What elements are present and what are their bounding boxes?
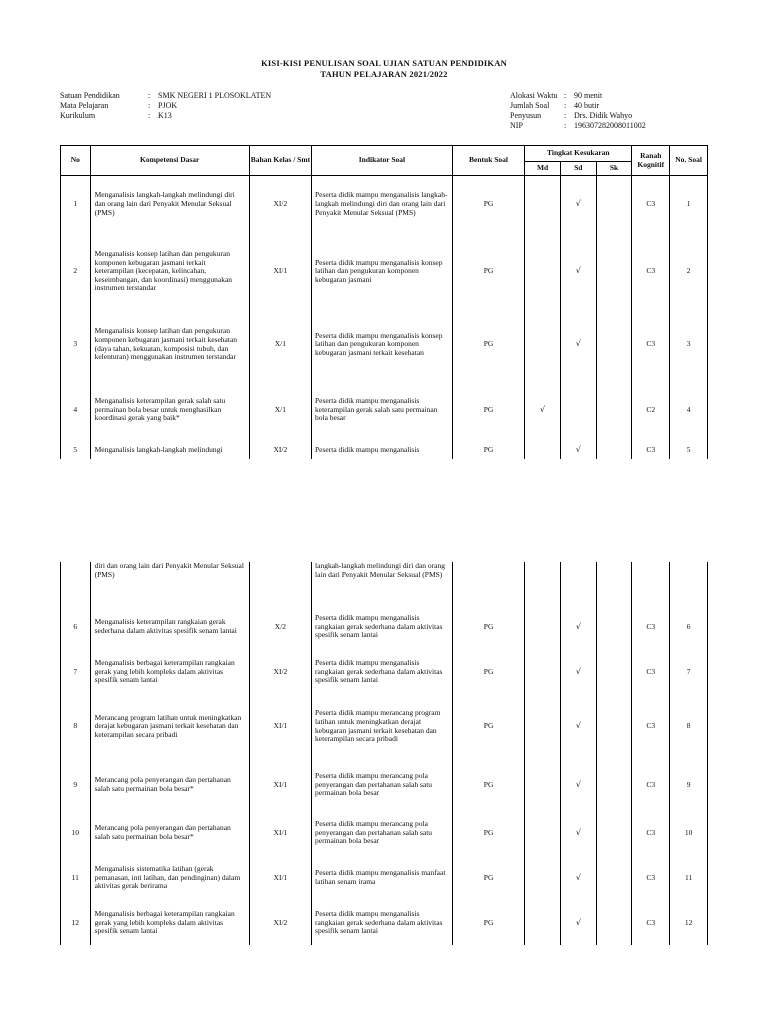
cell-no: 8 — [61, 694, 91, 759]
cell-no: 12 — [61, 901, 91, 945]
cell-no: 4 — [61, 379, 91, 442]
table-row — [61, 855, 708, 901]
cell-sk — [596, 176, 632, 233]
cell-sd: √ — [560, 442, 596, 459]
cell-ranah: C3 — [632, 759, 670, 811]
meta-row — [60, 111, 271, 121]
cell-kompetensi-dasar: Merancang pola penyerangan dan pertahanan salah satu permainan bola besar* — [90, 811, 249, 855]
cell-no: 2 — [61, 233, 91, 311]
cell-bentuk: PG — [452, 233, 524, 311]
meta-value: SMK NEGERI 1 PLOSOKLATEN — [158, 91, 272, 100]
cell-md — [525, 759, 561, 811]
table-row — [61, 901, 708, 945]
cell-bentuk: PG — [452, 379, 524, 442]
cell-no: 3 — [61, 311, 91, 379]
cell-sd: √ — [560, 233, 596, 311]
cell-no — [61, 562, 91, 604]
cell-bentuk: PG — [452, 311, 524, 379]
document-subtitle: TAHUN PELAJARAN 2021/2022 — [320, 69, 448, 79]
cell-md — [525, 442, 561, 459]
meta-label: Mata Pelajaran — [60, 101, 109, 110]
cell-sk — [596, 811, 632, 855]
cell-sk — [596, 233, 632, 311]
cell-sk — [596, 311, 632, 379]
cell-indikator: Peserta didik mampu menganalisis manfaat latihan senam irama — [312, 855, 453, 901]
cell-sk — [596, 379, 632, 442]
cell-sd: √ — [561, 901, 597, 945]
meta-value: Drs. Didik Wahyo — [574, 111, 633, 120]
cell-kompetensi-dasar: Merancang program latihan untuk meningkatkan derajat kebugaran jasmani terkait kesehatan dan keterampilan secara pribadi — [90, 694, 249, 759]
header-indikator-soal: Indikator Soal — [312, 146, 453, 176]
cell-ranah: C3 — [632, 855, 670, 901]
cell-kelas: XI/2 — [249, 442, 311, 459]
cell-kelas: X/1 — [249, 311, 311, 379]
cell-ranah: C3 — [632, 176, 670, 233]
cell-no: 1 — [61, 176, 91, 233]
cell-md — [525, 233, 561, 311]
meta-row — [510, 91, 646, 101]
cell-ranah: C3 — [632, 650, 670, 694]
cell-md — [525, 650, 561, 694]
kisi-kisi-table-page-2 — [60, 562, 708, 945]
cell-sk — [596, 650, 632, 694]
cell-bentuk: PG — [452, 442, 524, 459]
cell-kelas: XI/1 — [249, 759, 311, 811]
cell-kompetensi-dasar: Menganalisis sistematika latihan (gerak pemanasan, inti latihan, dan pendinginan) dalam aktivitas gerak berirama — [90, 855, 249, 901]
cell-bentuk: PG — [452, 759, 524, 811]
cell-md — [525, 694, 561, 759]
cell-indikator: Peserta didik mampu merancang pola penyerangan dan pertahanan salah satu permainan bola besar — [312, 811, 453, 855]
cell-no-soal: 6 — [670, 604, 708, 650]
meta-separator: : — [564, 101, 567, 110]
meta-right — [510, 91, 646, 131]
cell-kelas: XI/1 — [249, 811, 311, 855]
header-no: No — [61, 146, 91, 176]
cell-bentuk: PG — [452, 176, 524, 233]
cell-indikator: Peserta didik mampu menganalisis rangkaian gerak sederhana dalam aktivitas spesifik senam lantai — [312, 901, 453, 945]
cell-no: 9 — [61, 759, 91, 811]
cell-sk — [596, 901, 632, 945]
cell-indikator: Peserta didik mampu menganalisis rangkaian gerak sederhana dalam aktivitas spesifik senam lantai — [312, 650, 453, 694]
cell-kompetensi-dasar: Menganalisis berbagai keterampilan rangkaian gerak yang lebih kompleks dalam aktivitas spesifik senam lantai — [90, 901, 249, 945]
cell-bentuk: PG — [452, 650, 524, 694]
cell-sd: √ — [561, 604, 597, 650]
meta-separator: : — [148, 111, 151, 120]
header-sd: Sd — [560, 162, 596, 176]
meta-value: 40 butir — [574, 101, 600, 110]
cell-no-soal: 2 — [670, 233, 708, 311]
cell-bentuk: PG — [452, 811, 524, 855]
table-row — [61, 650, 708, 694]
meta-label: Kurikulum — [60, 111, 96, 120]
cell-md — [525, 855, 561, 901]
cell-indikator: Peserta didik mampu menganalisis — [312, 442, 453, 459]
cell-kompetensi-dasar: Menganalisis konsep latihan dan pengukuran komponen kebugaran jasmani terkait keterampilan (kecepatan, kelincahan, keseimbangan, dan koordinasi) menggunakan instrumen terstandar — [90, 233, 249, 311]
meta-label: NIP — [510, 121, 523, 130]
cell-no-soal: 11 — [670, 855, 708, 901]
cell-no-soal: 7 — [670, 650, 708, 694]
cell-bentuk: PG — [452, 855, 524, 901]
meta-label: Jumlah Soal — [510, 101, 550, 110]
cell-kelas: X/2 — [249, 604, 311, 650]
cell-kelas: XI/1 — [249, 855, 311, 901]
header-kelas-smt: Bahan Kelas / Smt — [249, 146, 311, 176]
meta-row — [510, 121, 646, 131]
meta-row — [510, 111, 646, 121]
table-row-continuation — [61, 562, 708, 604]
cell-bentuk: PG — [452, 604, 524, 650]
meta-row — [60, 101, 271, 111]
cell-sk — [596, 604, 632, 650]
cell-md — [525, 604, 561, 650]
cell-kompetensi-dasar: Menganalisis keterampilan gerak salah satu permainan bola besar untuk menghasilkan koordinasi gerak yang baik* — [90, 379, 249, 442]
cell-no: 10 — [61, 811, 91, 855]
meta-separator: : — [148, 101, 151, 110]
cell-bentuk: PG — [452, 901, 524, 945]
cell-no: 6 — [61, 604, 91, 650]
meta-value: 90 menit — [574, 91, 603, 100]
header-md: Md — [525, 162, 561, 176]
cell-kompetensi-dasar: Menganalisis langkah-langkah melindungi — [90, 442, 249, 459]
document-title: KISI-KISI PENULISAN SOAL UJIAN SATUAN PENDIDIKAN — [261, 58, 507, 68]
cell-md — [525, 562, 561, 604]
meta-row — [60, 91, 271, 101]
cell-indikator: Peserta didik mampu menganalisis konsep latihan dan pengukuran komponen kebugaran jasmani — [312, 233, 453, 311]
table-row — [61, 311, 708, 379]
table-row — [61, 811, 708, 855]
cell-ranah: C3 — [632, 233, 670, 311]
table-row — [61, 442, 708, 459]
cell-kelas — [249, 562, 311, 604]
header-kompetensi-dasar: Kompetensi Dasar — [90, 146, 249, 176]
cell-indikator: langkah-langkah melindungi diri dan orang lain dari Penyakit Menular Seksual (PMS) — [312, 562, 453, 604]
table-row — [61, 379, 708, 442]
cell-indikator: Peserta didik mampu merancang pola penyerangan dan pertahanan salah satu permainan bola besar — [312, 759, 453, 811]
kisi-kisi-table-page-1 — [60, 145, 708, 459]
cell-no: 7 — [61, 650, 91, 694]
cell-no-soal: 8 — [670, 694, 708, 759]
cell-no-soal: 4 — [670, 379, 708, 442]
cell-sd: √ — [561, 650, 597, 694]
cell-no-soal — [670, 562, 708, 604]
cell-sk — [596, 694, 632, 759]
cell-ranah: C2 — [632, 379, 670, 442]
cell-no-soal: 5 — [670, 442, 708, 459]
cell-kompetensi-dasar: Menganalisis berbagai keterampilan rangkaian gerak yang lebih kompleks dalam aktivitas spesifik senam lantai — [90, 650, 249, 694]
cell-sd — [561, 562, 597, 604]
cell-sd — [560, 379, 596, 442]
table-row — [61, 176, 708, 233]
cell-ranah: C3 — [632, 901, 670, 945]
meta-value: PJOK — [158, 101, 178, 110]
table-row — [61, 604, 708, 650]
cell-indikator: Peserta didik mampu merancang program latihan untuk meningkatkan derajat kebugaran jasmani terkait kesehatan dan keterampilan secara pribadi — [312, 694, 453, 759]
cell-ranah: C3 — [632, 694, 670, 759]
meta-label: Alokasi Waktu — [510, 91, 558, 100]
cell-kelas: XI/1 — [249, 233, 311, 311]
cell-sk — [596, 562, 632, 604]
meta-row — [510, 101, 646, 111]
cell-ranah: C3 — [632, 604, 670, 650]
header-bentuk-soal: Bentuk Soal — [452, 146, 524, 176]
cell-kompetensi-dasar: Merancang pola penyerangan dan pertahanan salah satu permainan bola besar* — [90, 759, 249, 811]
cell-indikator: Peserta didik mampu menganalisis rangkaian gerak sederhana dalam aktivitas spesifik senam lantai — [312, 604, 453, 650]
cell-kompetensi-dasar: Menganalisis keterampilan rangkaian gerak sederhana dalam aktivitas spesifik senam lantai — [90, 604, 249, 650]
cell-bentuk: PG — [452, 694, 524, 759]
table-row — [61, 233, 708, 311]
cell-ranah: C3 — [632, 311, 670, 379]
meta-value: K13 — [158, 111, 172, 120]
meta-separator: : — [564, 111, 567, 120]
cell-kelas: XI/2 — [249, 650, 311, 694]
cell-md — [525, 811, 561, 855]
cell-no-soal: 1 — [670, 176, 708, 233]
cell-sd: √ — [561, 694, 597, 759]
cell-ranah: C3 — [632, 442, 670, 459]
cell-sd: √ — [561, 855, 597, 901]
cell-no-soal: 9 — [670, 759, 708, 811]
cell-kelas: XI/1 — [249, 694, 311, 759]
cell-kelas: XI/2 — [249, 901, 311, 945]
cell-no: 5 — [61, 442, 91, 459]
cell-ranah: C3 — [632, 811, 670, 855]
cell-kompetensi-dasar: Menganalisis langkah-langkah melindungi diri dan orang lain dari Penyakit Menular Seksual (PMS) — [90, 176, 249, 233]
header-tingkat-kesukaran: Tingkat Kesukaran — [525, 146, 632, 162]
meta-value: 196307282008011002 — [574, 121, 646, 130]
cell-no-soal: 12 — [670, 901, 708, 945]
table-row — [61, 759, 708, 811]
cell-md — [525, 176, 561, 233]
cell-indikator: Peserta didik mampu menganalisis langkah-langkah melindungi diri dan orang lain dari Penyakit Menular Seksual (PMS) — [312, 176, 453, 233]
cell-sd: √ — [560, 311, 596, 379]
meta-separator: : — [564, 91, 567, 100]
cell-indikator: Peserta didik mampu menganalisis konsep latihan dan pengukuran komponen kebugaran jasmani terkait kesehatan — [312, 311, 453, 379]
meta-label: Satuan Pendidikan — [60, 91, 120, 100]
meta-label: Penyusun — [510, 111, 542, 120]
cell-md — [525, 901, 561, 945]
header-ranah-kognitif: Ranah Kognitif — [632, 146, 670, 176]
cell-indikator: Peserta didik mampu menganalisis keterampilan gerak salah satu permainan bola besar — [312, 379, 453, 442]
cell-no-soal: 3 — [670, 311, 708, 379]
cell-no: 11 — [61, 855, 91, 901]
meta-separator: : — [148, 91, 151, 100]
cell-sk — [596, 855, 632, 901]
table-row — [61, 694, 708, 759]
cell-no-soal: 10 — [670, 811, 708, 855]
cell-sd: √ — [560, 176, 596, 233]
cell-kompetensi-dasar: Menganalisis konsep latihan dan pengukuran komponen kebugaran jasmani terkait kesehatan (daya tahan, kekuatan, komposisi tubuh, dan kelenturan) menggunakan instrumen terstandar — [90, 311, 249, 379]
cell-sd: √ — [561, 811, 597, 855]
meta-separator: : — [564, 121, 567, 130]
cell-md: √ — [525, 379, 561, 442]
cell-kompetensi-dasar: diri dan orang lain dari Penyakit Menular Seksual (PMS) — [90, 562, 249, 604]
cell-sk — [596, 759, 632, 811]
cell-ranah — [632, 562, 670, 604]
cell-kelas: XI/2 — [249, 176, 311, 233]
cell-kelas: X/1 — [249, 379, 311, 442]
cell-bentuk — [452, 562, 524, 604]
cell-md — [525, 311, 561, 379]
header-no-soal: No. Soal — [670, 146, 708, 176]
cell-sk — [596, 442, 632, 459]
header-sk: Sk — [596, 162, 632, 176]
meta-left — [60, 91, 271, 121]
cell-sd: √ — [561, 759, 597, 811]
